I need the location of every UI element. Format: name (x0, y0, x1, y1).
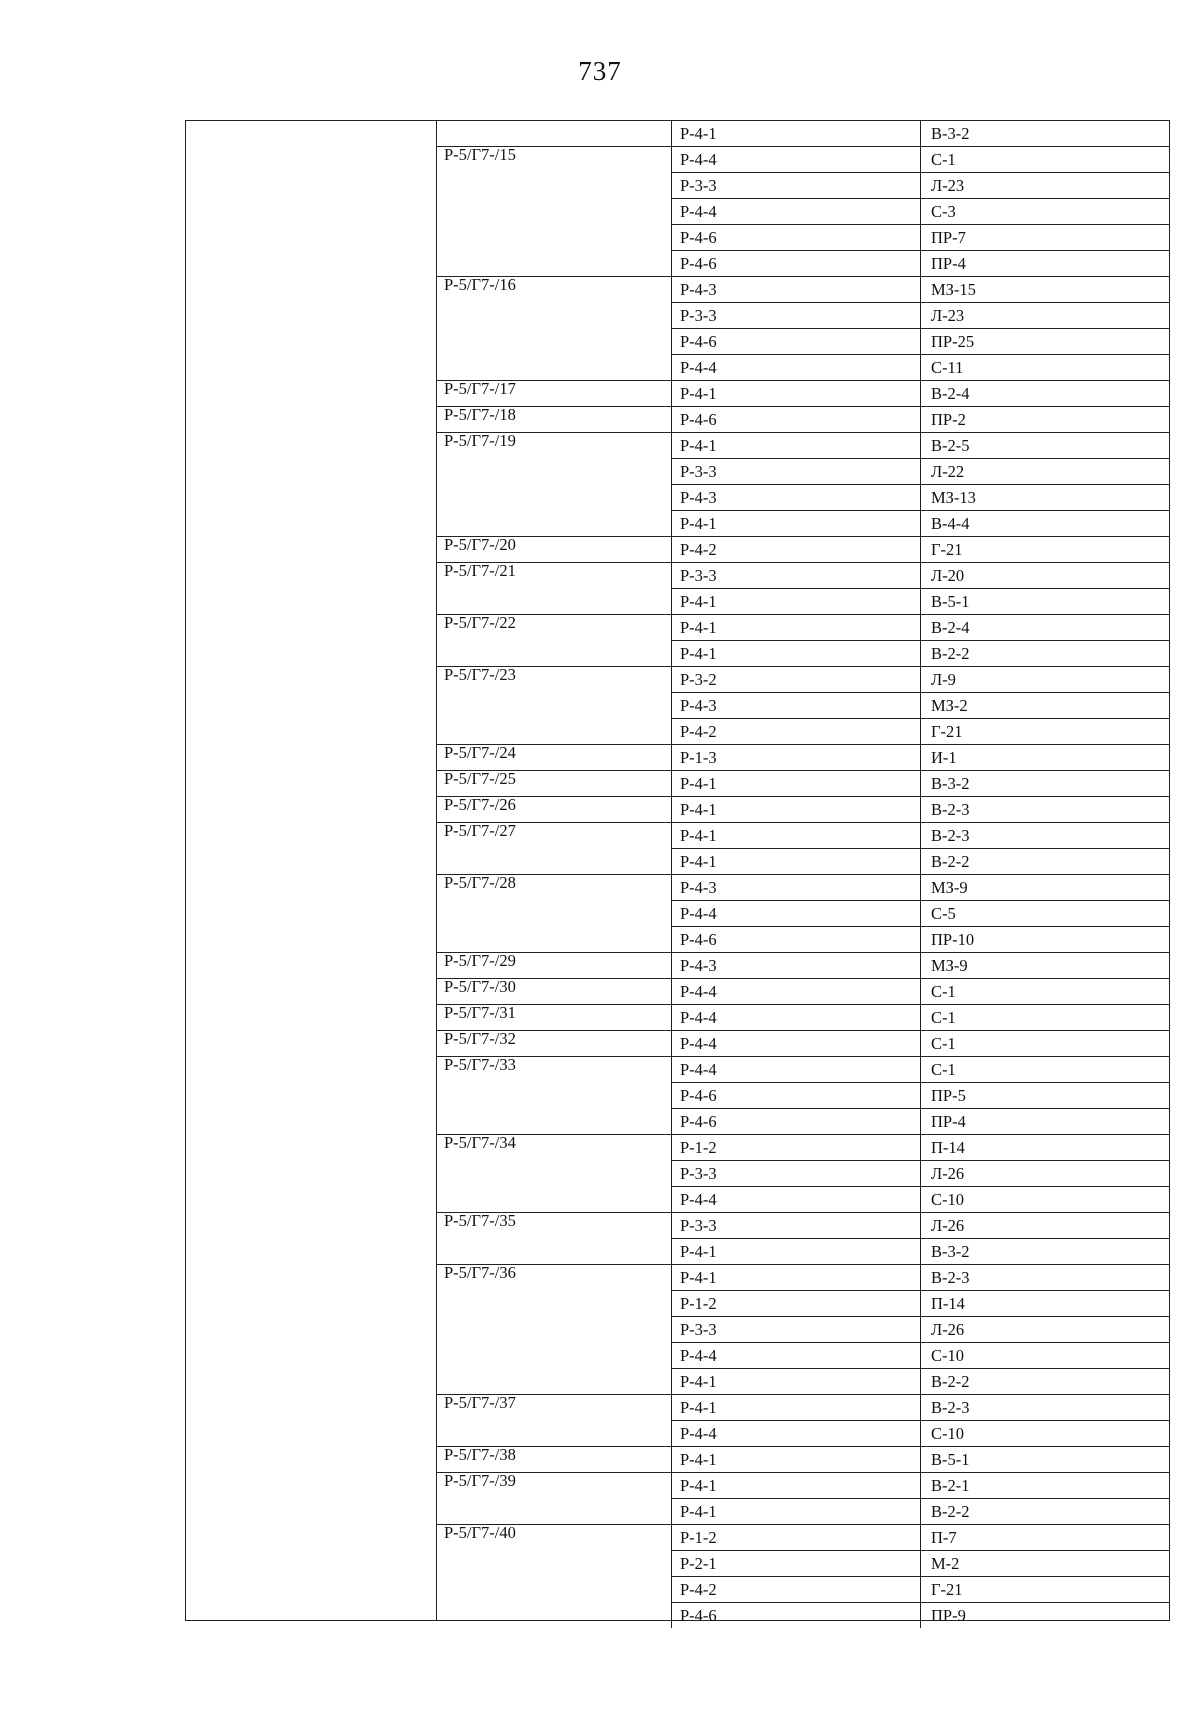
table-row (0, 952, 1200, 978)
value-cell: В-5-1 (920, 1446, 1170, 1472)
group-label: Р-5/Г7-/40 (436, 1524, 671, 1550)
table-row (0, 224, 1200, 250)
table-row (0, 1472, 1200, 1498)
value-cell: В-3-2 (920, 770, 1170, 796)
group-label (436, 120, 671, 146)
value-cell: Л-26 (920, 1212, 1170, 1238)
value-cell: Л-22 (920, 458, 1170, 484)
code-cell: Р-4-4 (671, 1186, 920, 1212)
value-cell: МЗ-2 (920, 692, 1170, 718)
value-cell: С-1 (920, 146, 1170, 172)
code-cell: Р-3-2 (671, 666, 920, 692)
code-cell: Р-4-1 (671, 1394, 920, 1420)
group-label (436, 172, 671, 198)
code-cell: Р-4-6 (671, 250, 920, 276)
group-label: Р-5/Г7-/34 (436, 1134, 671, 1160)
group-label: Р-5/Г7-/30 (436, 978, 671, 1004)
code-cell: Р-3-3 (671, 1212, 920, 1238)
value-cell: Л-26 (920, 1160, 1170, 1186)
code-cell: Р-4-3 (671, 952, 920, 978)
value-cell: Л-23 (920, 302, 1170, 328)
table-row (0, 302, 1200, 328)
code-cell: Р-4-4 (671, 198, 920, 224)
value-cell: ПР-10 (920, 926, 1170, 952)
group-label (436, 900, 671, 926)
value-cell: В-2-2 (920, 848, 1170, 874)
value-cell: В-4-4 (920, 510, 1170, 536)
value-cell: В-2-3 (920, 796, 1170, 822)
code-cell: Р-4-4 (671, 146, 920, 172)
table-row (0, 120, 1200, 146)
group-label (436, 692, 671, 718)
table-row (0, 406, 1200, 432)
code-cell: Р-3-3 (671, 562, 920, 588)
group-label: Р-5/Г7-/26 (436, 796, 671, 822)
table-row (0, 1498, 1200, 1524)
table-row (0, 484, 1200, 510)
table-row (0, 1238, 1200, 1264)
group-label: Р-5/Г7-/15 (436, 146, 671, 172)
table-row (0, 1524, 1200, 1550)
value-cell: МЗ-13 (920, 484, 1170, 510)
table-row (0, 640, 1200, 666)
code-cell: Р-4-1 (671, 1472, 920, 1498)
table-row (0, 692, 1200, 718)
group-label (436, 718, 671, 744)
code-cell: Р-3-3 (671, 1160, 920, 1186)
group-label: Р-5/Г7-/16 (436, 276, 671, 302)
group-label (436, 198, 671, 224)
table-row (0, 1004, 1200, 1030)
group-label: Р-5/Г7-/27 (436, 822, 671, 848)
code-cell: Р-4-6 (671, 1602, 920, 1628)
code-cell: Р-3-3 (671, 302, 920, 328)
value-cell: ПР-9 (920, 1602, 1170, 1628)
table-row (0, 1446, 1200, 1472)
code-cell: Р-4-2 (671, 718, 920, 744)
value-cell: С-1 (920, 978, 1170, 1004)
value-cell: В-2-4 (920, 614, 1170, 640)
code-cell: Р-4-6 (671, 926, 920, 952)
code-cell: Р-4-3 (671, 484, 920, 510)
code-cell: Р-4-4 (671, 1004, 920, 1030)
value-cell: С-10 (920, 1420, 1170, 1446)
table-row (0, 1108, 1200, 1134)
group-label: Р-5/Г7-/29 (436, 952, 671, 978)
group-label (436, 1160, 671, 1186)
group-label (436, 302, 671, 328)
table-row (0, 1160, 1200, 1186)
value-cell: С-1 (920, 1004, 1170, 1030)
table-row (0, 1368, 1200, 1394)
table-row (0, 926, 1200, 952)
value-cell: Г-21 (920, 1576, 1170, 1602)
code-cell: Р-4-4 (671, 900, 920, 926)
value-cell: ПР-7 (920, 224, 1170, 250)
value-cell: В-3-2 (920, 1238, 1170, 1264)
table-row (0, 1290, 1200, 1316)
code-cell: Р-2-1 (671, 1550, 920, 1576)
group-label: Р-5/Г7-/21 (436, 562, 671, 588)
group-label (436, 926, 671, 952)
value-cell: П-14 (920, 1290, 1170, 1316)
code-cell: Р-4-1 (671, 1264, 920, 1290)
code-cell: Р-4-4 (671, 1420, 920, 1446)
table-row (0, 1186, 1200, 1212)
table-row (0, 796, 1200, 822)
value-cell: С-11 (920, 354, 1170, 380)
table-row (0, 874, 1200, 900)
table-row (0, 666, 1200, 692)
group-label (436, 1082, 671, 1108)
value-cell: ПР-2 (920, 406, 1170, 432)
table-row (0, 1550, 1200, 1576)
group-label (436, 1602, 671, 1628)
code-cell: Р-3-3 (671, 172, 920, 198)
code-cell: Р-4-6 (671, 224, 920, 250)
value-cell: С-1 (920, 1030, 1170, 1056)
table-row (0, 354, 1200, 380)
code-cell: Р-3-3 (671, 458, 920, 484)
group-label (436, 458, 671, 484)
code-cell: Р-1-3 (671, 744, 920, 770)
group-label (436, 510, 671, 536)
group-label: Р-5/Г7-/28 (436, 874, 671, 900)
group-label (436, 848, 671, 874)
table-row (0, 1134, 1200, 1160)
group-label (436, 1290, 671, 1316)
code-cell: Р-4-6 (671, 406, 920, 432)
group-label: Р-5/Г7-/33 (436, 1056, 671, 1082)
value-cell: Г-21 (920, 718, 1170, 744)
value-cell: В-5-1 (920, 588, 1170, 614)
code-cell: Р-4-1 (671, 120, 920, 146)
group-label (436, 1420, 671, 1446)
table-row (0, 744, 1200, 770)
value-cell: В-2-3 (920, 1264, 1170, 1290)
group-label: Р-5/Г7-/23 (436, 666, 671, 692)
value-cell: ПР-5 (920, 1082, 1170, 1108)
table-row (0, 432, 1200, 458)
code-cell: Р-1-2 (671, 1134, 920, 1160)
value-cell: В-2-3 (920, 822, 1170, 848)
table-row (0, 1342, 1200, 1368)
group-label (436, 250, 671, 276)
group-label (436, 1576, 671, 1602)
value-cell: М-2 (920, 1550, 1170, 1576)
code-cell: Р-4-1 (671, 510, 920, 536)
value-cell: МЗ-9 (920, 952, 1170, 978)
group-label (436, 1498, 671, 1524)
code-cell: Р-4-1 (671, 1368, 920, 1394)
table-row (0, 1602, 1200, 1628)
value-cell: В-2-2 (920, 1368, 1170, 1394)
group-label (436, 1108, 671, 1134)
code-cell: Р-4-2 (671, 1576, 920, 1602)
value-cell: В-2-2 (920, 640, 1170, 666)
value-cell: Л-23 (920, 172, 1170, 198)
code-cell: Р-4-4 (671, 978, 920, 1004)
code-cell: Р-4-1 (671, 640, 920, 666)
value-cell: Л-9 (920, 666, 1170, 692)
group-label: Р-5/Г7-/32 (436, 1030, 671, 1056)
value-cell: Л-26 (920, 1316, 1170, 1342)
code-cell: Р-3-3 (671, 1316, 920, 1342)
value-cell: С-5 (920, 900, 1170, 926)
value-cell: ПР-4 (920, 1108, 1170, 1134)
table-row (0, 588, 1200, 614)
code-cell: Р-4-1 (671, 822, 920, 848)
group-label: Р-5/Г7-/31 (436, 1004, 671, 1030)
table-row (0, 1316, 1200, 1342)
value-cell: С-3 (920, 198, 1170, 224)
value-cell: П-7 (920, 1524, 1170, 1550)
table-row (0, 614, 1200, 640)
group-label: Р-5/Г7-/18 (436, 406, 671, 432)
group-label: Р-5/Г7-/24 (436, 744, 671, 770)
value-cell: В-2-1 (920, 1472, 1170, 1498)
group-label: Р-5/Г7-/17 (436, 380, 671, 406)
code-cell: Р-4-1 (671, 848, 920, 874)
code-cell: Р-4-6 (671, 1082, 920, 1108)
table-row (0, 1056, 1200, 1082)
value-cell: И-1 (920, 744, 1170, 770)
value-cell: В-2-2 (920, 1498, 1170, 1524)
table-row (0, 1212, 1200, 1238)
code-cell: Р-4-1 (671, 380, 920, 406)
value-cell: С-1 (920, 1056, 1170, 1082)
code-cell: Р-1-2 (671, 1290, 920, 1316)
table-row (0, 1420, 1200, 1446)
value-cell: П-14 (920, 1134, 1170, 1160)
value-cell: ПР-25 (920, 328, 1170, 354)
group-label (436, 588, 671, 614)
value-cell: С-10 (920, 1342, 1170, 1368)
table-row (0, 1082, 1200, 1108)
group-label: Р-5/Г7-/20 (436, 536, 671, 562)
table-row (0, 770, 1200, 796)
group-label: Р-5/Г7-/39 (436, 1472, 671, 1498)
group-label (436, 1238, 671, 1264)
table-row (0, 1264, 1200, 1290)
table-row (0, 848, 1200, 874)
group-label (436, 640, 671, 666)
group-label: Р-5/Г7-/25 (436, 770, 671, 796)
group-label (436, 1186, 671, 1212)
table-row (0, 276, 1200, 302)
value-cell: ПР-4 (920, 250, 1170, 276)
table-row (0, 536, 1200, 562)
table-row (0, 458, 1200, 484)
code-cell: Р-4-6 (671, 1108, 920, 1134)
code-cell: Р-4-1 (671, 614, 920, 640)
value-cell: В-3-2 (920, 120, 1170, 146)
code-cell: Р-4-1 (671, 796, 920, 822)
code-cell: Р-4-4 (671, 354, 920, 380)
code-cell: Р-4-1 (671, 1498, 920, 1524)
group-label: Р-5/Г7-/36 (436, 1264, 671, 1290)
value-cell: В-2-5 (920, 432, 1170, 458)
group-label (436, 224, 671, 250)
code-cell: Р-1-2 (671, 1524, 920, 1550)
group-label: Р-5/Г7-/38 (436, 1446, 671, 1472)
value-cell: В-2-3 (920, 1394, 1170, 1420)
table-row (0, 1394, 1200, 1420)
group-label (436, 1368, 671, 1394)
value-cell: С-10 (920, 1186, 1170, 1212)
group-label (436, 1550, 671, 1576)
code-cell: Р-4-2 (671, 536, 920, 562)
group-label: Р-5/Г7-/37 (436, 1394, 671, 1420)
group-label (436, 354, 671, 380)
table-row (0, 510, 1200, 536)
code-cell: Р-4-1 (671, 1446, 920, 1472)
code-cell: Р-4-3 (671, 276, 920, 302)
table-row (0, 718, 1200, 744)
table-row (0, 900, 1200, 926)
code-cell: Р-4-4 (671, 1056, 920, 1082)
code-cell: Р-4-1 (671, 1238, 920, 1264)
code-cell: Р-4-6 (671, 328, 920, 354)
group-label: Р-5/Г7-/22 (436, 614, 671, 640)
code-cell: Р-4-3 (671, 874, 920, 900)
value-cell: Г-21 (920, 536, 1170, 562)
table-row (0, 328, 1200, 354)
table-row (0, 250, 1200, 276)
code-cell: Р-4-1 (671, 770, 920, 796)
page-number: 737 (578, 56, 622, 86)
code-cell: Р-4-3 (671, 692, 920, 718)
group-label (436, 1316, 671, 1342)
table-row (0, 822, 1200, 848)
value-cell: Л-20 (920, 562, 1170, 588)
group-label (436, 328, 671, 354)
group-label (436, 1342, 671, 1368)
table-row (0, 172, 1200, 198)
table-row (0, 1030, 1200, 1056)
group-label (436, 484, 671, 510)
code-cell: Р-4-1 (671, 588, 920, 614)
group-label: Р-5/Г7-/19 (436, 432, 671, 458)
table-row (0, 562, 1200, 588)
value-cell: МЗ-9 (920, 874, 1170, 900)
code-cell: Р-4-4 (671, 1030, 920, 1056)
group-label: Р-5/Г7-/35 (436, 1212, 671, 1238)
value-cell: МЗ-15 (920, 276, 1170, 302)
code-cell: Р-4-1 (671, 432, 920, 458)
table-row (0, 146, 1200, 172)
table-row (0, 380, 1200, 406)
table-row (0, 1576, 1200, 1602)
table-row (0, 978, 1200, 1004)
value-cell: В-2-4 (920, 380, 1170, 406)
code-cell: Р-4-4 (671, 1342, 920, 1368)
table-row (0, 198, 1200, 224)
